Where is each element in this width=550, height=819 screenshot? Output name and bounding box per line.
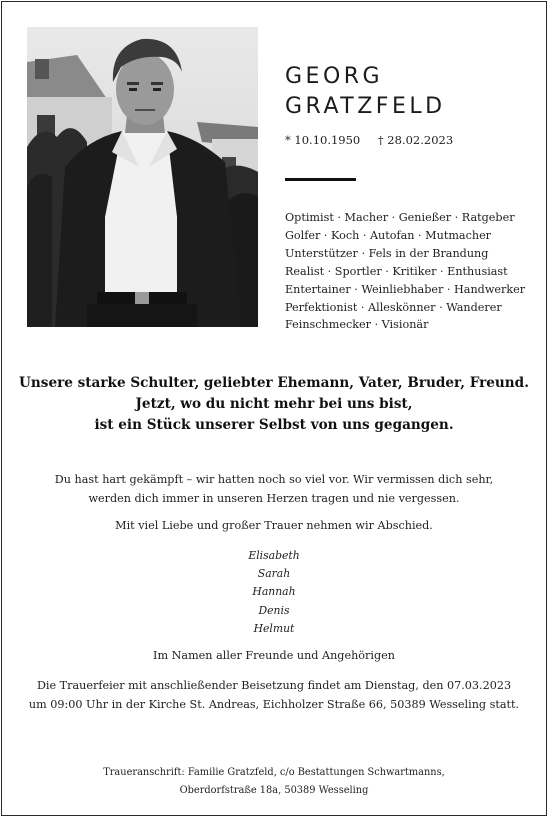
paragraph-line: Du hast hart gekämpft – wir hatten noch so viel vor. Wir vermissen dich sehr,	[54, 473, 494, 486]
paragraph-line: werden dich immer in unseren Herzen tragen und nie vergessen.	[88, 491, 460, 505]
headline	[0, 373, 548, 436]
address-line: Oberdorfstraße 18a, 50389 Wesseling	[179, 785, 369, 796]
deceased-name	[285, 62, 446, 122]
trait-line: Realist · Sportler · Kritiker · Enthusiast	[285, 264, 508, 278]
trait-line: Entertainer · Weinliebhaber · Handwerker	[285, 282, 526, 296]
headline-line: ist ein Stück unserer Selbst von uns gegangen.	[94, 417, 454, 433]
trait-line: Unterstützer · Fels in der Brandung	[285, 246, 489, 260]
mourners-list	[0, 547, 548, 638]
on-behalf-line: Im Namen aller Freunde und Angehörigen	[153, 649, 395, 662]
mourner-name: Sarah	[257, 567, 291, 581]
divider-rule	[285, 178, 356, 181]
trait-line: Perfektionist · Alleskönner · Wanderer	[285, 300, 502, 314]
farewell-paragraph	[0, 471, 548, 508]
trait-line: Golfer · Koch · Autofan · Mutmacher	[285, 228, 492, 242]
ceremony-line: um 09:00 Uhr in der Kirche St. Andreas, Eichholzer Straße 66, 50389 Wesseling statt.	[28, 697, 520, 711]
ceremony-line: Die Trauerfeier mit anschließender Beisetzung findet am Dienstag, den 07.03.2023	[36, 679, 512, 692]
last-name: GRATZFELD	[285, 94, 446, 119]
goodbye-line: Mit viel Liebe und großer Trauer nehmen wir Abschied.	[115, 519, 433, 532]
first-name: GEORG	[285, 64, 384, 89]
mourner-name: Denis	[258, 603, 290, 617]
traits-list	[285, 209, 525, 334]
mourner-name: Hannah	[252, 585, 296, 599]
mourner-name: Elisabeth	[248, 549, 300, 562]
address-line: Traueranschrift: Familie Gratzfeld, c/o Bestattungen Schwartmanns,	[103, 767, 445, 778]
headline-line: Jetzt, wo du nicht mehr bei uns bist,	[135, 396, 413, 412]
death-date: † 28.02.2023	[377, 133, 454, 147]
trait-line: Optimist · Macher · Genießer · Ratgeber	[285, 211, 515, 224]
headline-line: Unsere starke Schulter, geliebter Ehemann, Vater, Bruder, Freund.	[19, 375, 529, 391]
portrait-photo	[27, 27, 258, 327]
mourner-name: Helmut	[253, 621, 295, 635]
birth-date: * 10.10.1950	[285, 133, 361, 147]
trait-line: Feinschmecker · Visionär	[285, 318, 429, 332]
ceremony-info	[0, 677, 548, 714]
life-dates	[285, 133, 467, 147]
mourning-address	[0, 764, 548, 800]
